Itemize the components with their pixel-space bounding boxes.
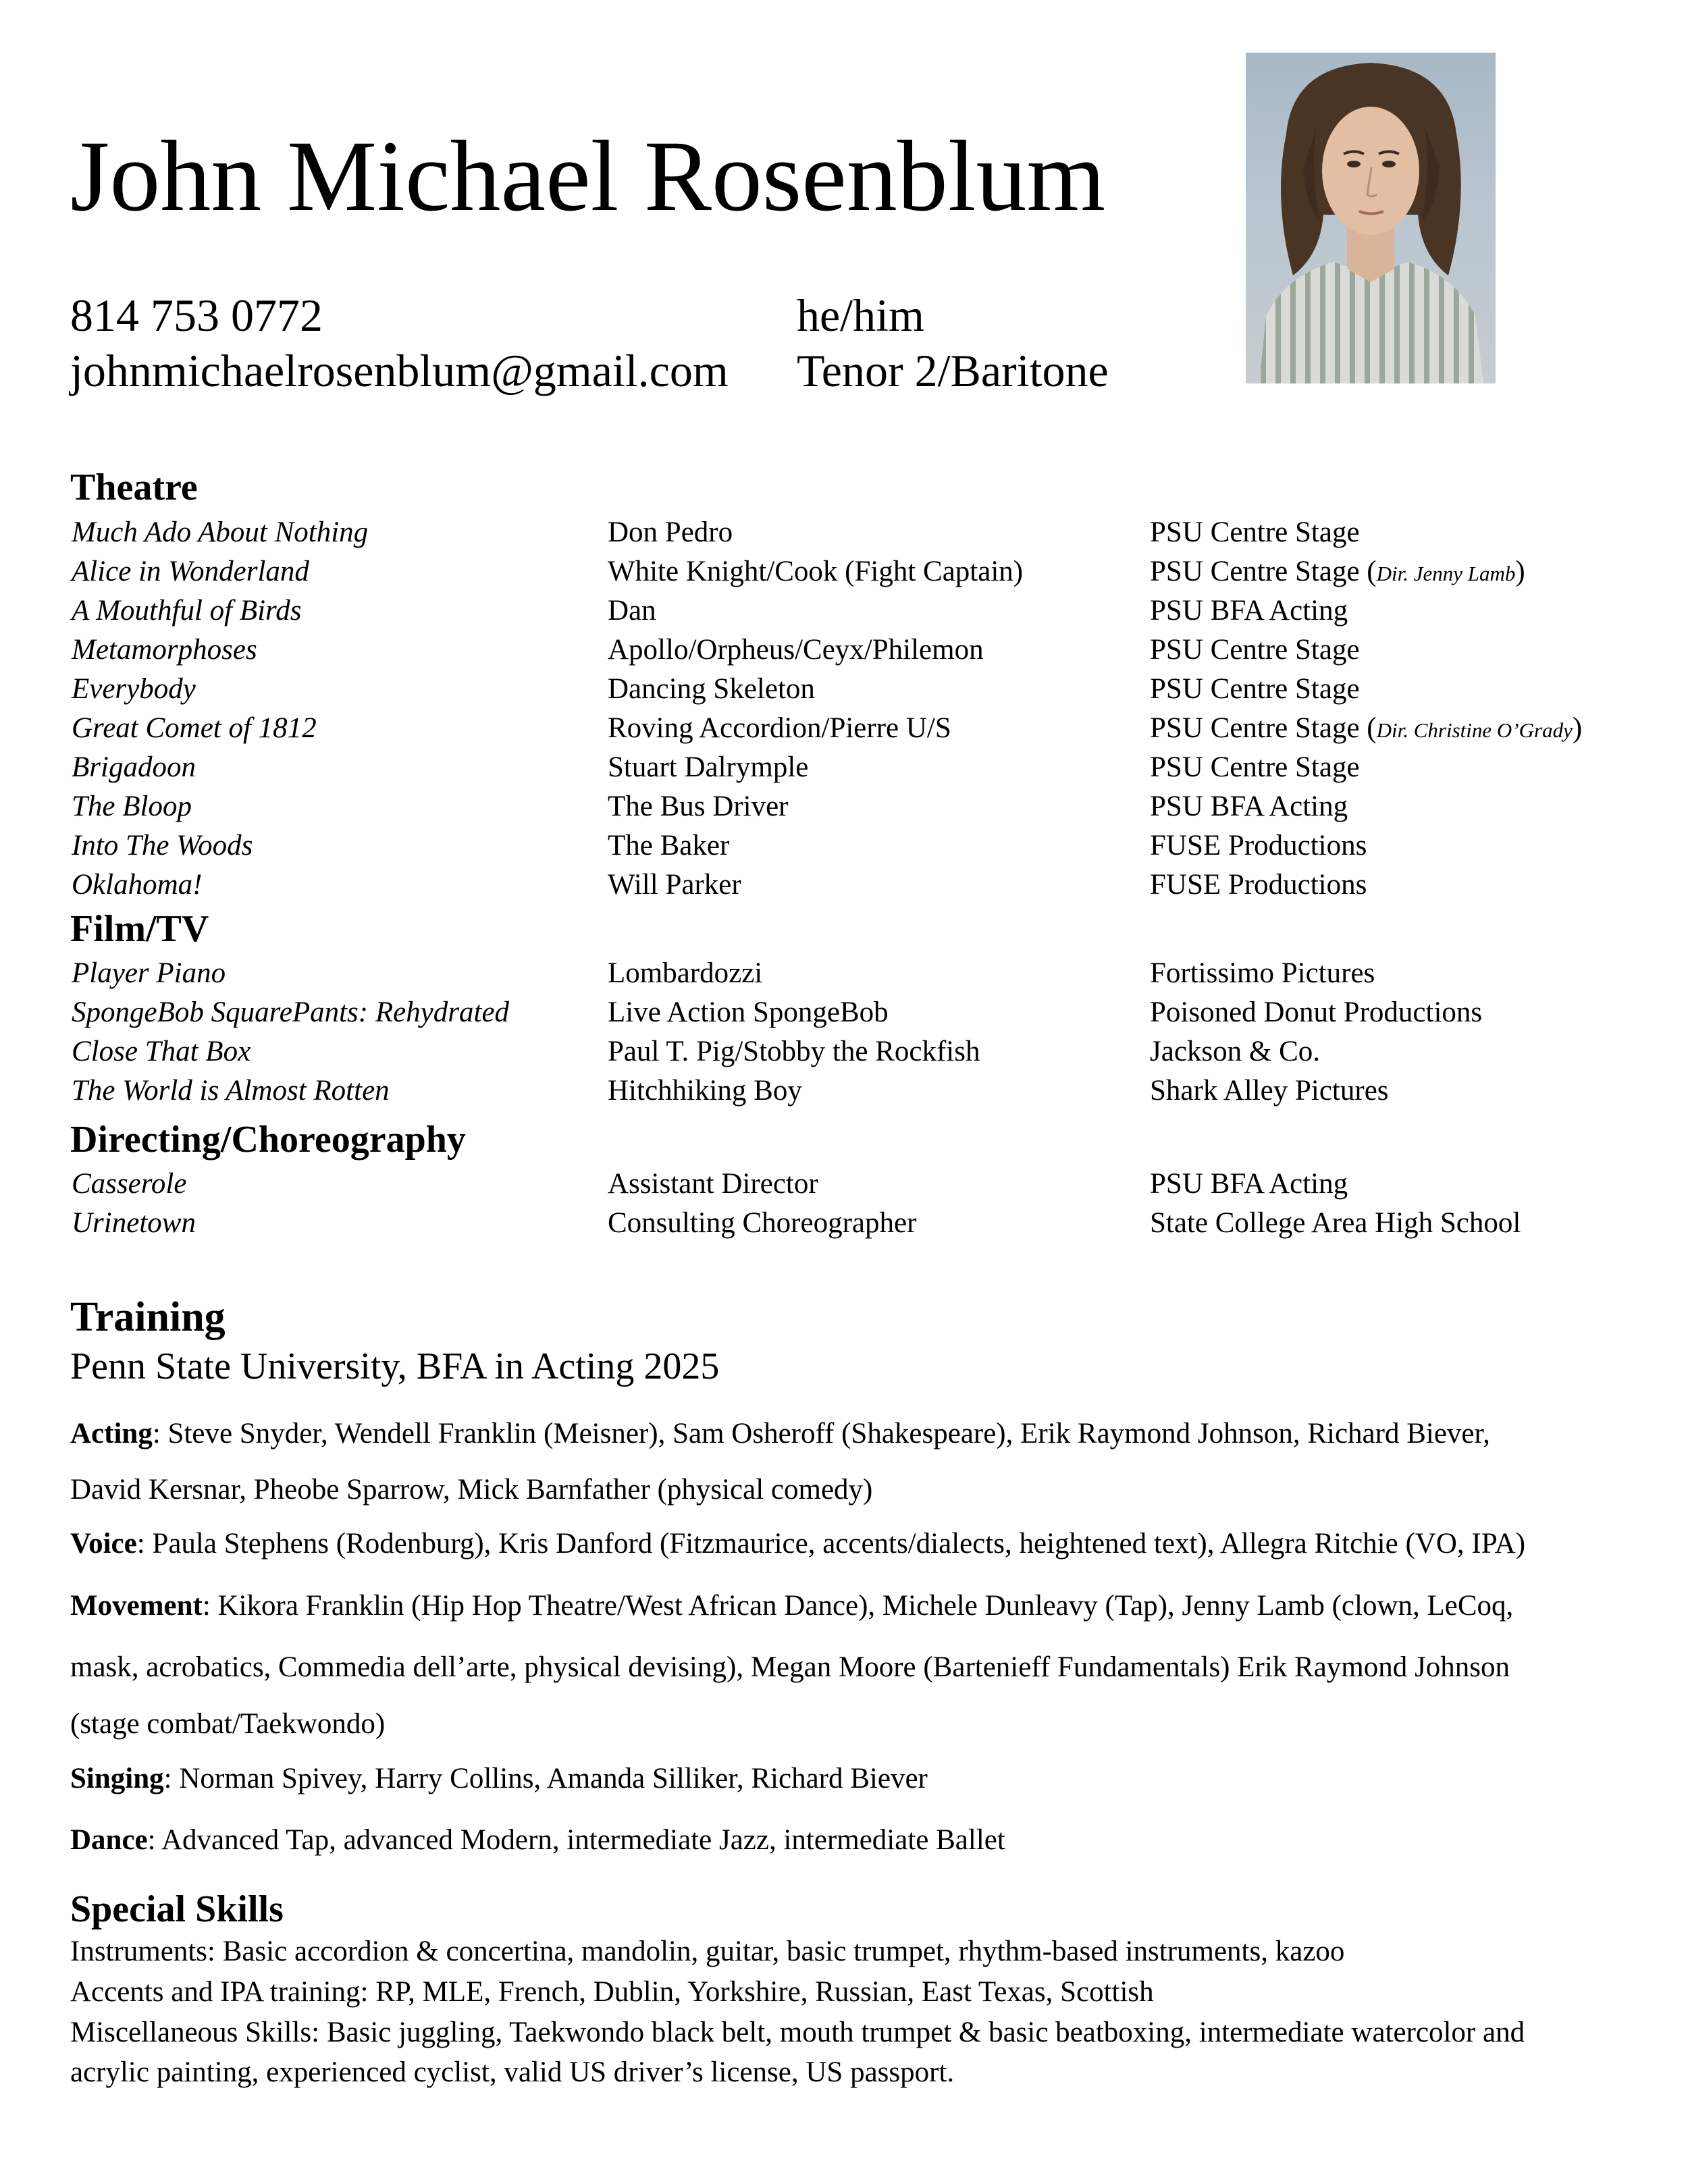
company: State College Area High School — [1150, 1207, 1521, 1239]
movement-training-continued: (stage combat/Taekwondo) — [70, 1708, 386, 1740]
credit-row — [0, 1204, 1688, 1243]
role: Paul T. Pig/Stobby the Rockfish — [608, 1036, 980, 1067]
show-title: The World is Almost Rotten — [72, 1075, 390, 1107]
show-title: Brigadoon — [72, 751, 196, 783]
company: PSU Centre Stage — [1150, 751, 1360, 783]
credit-row — [0, 591, 1688, 631]
misc-skill-continued: acrylic painting, experienced cyclist, valid US driver’s license, US passport. — [70, 2056, 955, 2088]
voice-training: Voice: Paula Stephens (Rodenburg), Kris Danford (Fitzmaurice, accents/dialects, heightened text), Allegra Ritchie (VO, IPA) — [70, 1528, 1526, 1560]
phone-number: 814 753 0772 — [70, 290, 323, 341]
credit-row — [0, 787, 1688, 826]
contact-info — [70, 288, 729, 398]
role: Don Pedro — [608, 516, 733, 548]
credit-row — [0, 552, 1688, 591]
show-title: Alice in Wonderland — [72, 556, 309, 587]
credit-row — [0, 631, 1688, 670]
headshot-illustration — [1246, 53, 1496, 383]
credit-row — [0, 993, 1688, 1032]
actor-name: John Michael Rosenblum — [70, 120, 1106, 232]
directing-section-title: Directing/Choreography — [70, 1119, 466, 1161]
show-title: The Bloop — [72, 791, 192, 822]
company: PSU Centre Stage — [1150, 673, 1360, 705]
credit-row — [0, 513, 1688, 552]
credit-row — [0, 954, 1688, 993]
show-title: Great Comet of 1812 — [72, 712, 317, 744]
credit-row — [0, 670, 1688, 709]
role: Stuart Dalrymple — [608, 751, 809, 783]
degree: Penn State University, BFA in Acting 2025 — [70, 1346, 720, 1387]
dance-training: Dance: Advanced Tap, advanced Modern, intermediate Jazz, intermediate Ballet — [70, 1824, 1005, 1856]
theatre-section-title: Theatre — [70, 467, 198, 508]
acting-training-continued: David Kersnar, Pheobe Sparrow, Mick Barnfather (physical comedy) — [70, 1474, 873, 1506]
show-title: Into The Woods — [72, 830, 253, 861]
training-section-title: Training — [70, 1294, 226, 1340]
role: Roving Accordion/Pierre U/S — [608, 712, 951, 744]
role: Lombardozzi — [608, 957, 763, 989]
show-title: Everybody — [72, 673, 196, 705]
company: PSU Centre Stage — [1150, 516, 1360, 548]
company: FUSE Productions — [1150, 830, 1367, 861]
personal-info — [797, 288, 1109, 398]
headshot-photo — [1246, 53, 1496, 383]
movement-training: Movement: Kikora Franklin (Hip Hop Theatre/West African Dance), Michele Dunleavy (Tap), Jenny Lamb (clown, LeCoq, — [70, 1590, 1514, 1622]
role: The Baker — [608, 830, 730, 861]
show-title: Casserole — [72, 1168, 187, 1200]
company: PSU BFA Acting — [1150, 791, 1348, 822]
company: PSU BFA Acting — [1150, 595, 1348, 627]
credit-row — [0, 1165, 1688, 1204]
company: Poisoned Donut Productions — [1150, 996, 1483, 1028]
credit-row — [0, 748, 1688, 787]
email-address: johnmichaelrosenblum@gmail.com — [70, 345, 729, 396]
show-title: Oklahoma! — [72, 869, 203, 901]
director-credit: Dir. Jenny Lamb — [1376, 562, 1516, 585]
company: Fortissimo Pictures — [1150, 957, 1375, 989]
company: PSU Centre Stage — [1150, 634, 1360, 666]
company: PSU Centre Stage (Dir. Christine O’Grady) — [1150, 712, 1583, 744]
singing-training: Singing: Norman Spivey, Harry Collins, Amanda Silliker, Richard Biever — [70, 1763, 928, 1794]
show-title: Metamorphoses — [72, 634, 257, 666]
company: FUSE Productions — [1150, 869, 1367, 901]
credit-row — [0, 826, 1688, 865]
role: White Knight/Cook (Fight Captain) — [608, 556, 1024, 587]
acting-training: Acting: Steve Snyder, Wendell Franklin (Meisner), Sam Osheroff (Shakespeare), Erik Raymond Johnson, Richard Biever, — [70, 1418, 1490, 1449]
role: Dan — [608, 595, 656, 627]
instruments-skill: Instruments: Basic accordion & concertina, mandolin, guitar, basic trumpet, rhythm-based instruments, kazoo — [70, 1936, 1345, 1967]
show-title: Close That Box — [72, 1036, 251, 1067]
role: The Bus Driver — [608, 791, 789, 822]
company: Jackson & Co. — [1150, 1036, 1321, 1067]
show-title: Much Ado About Nothing — [72, 516, 369, 548]
accents-skill: Accents and IPA training: RP, MLE, French, Dublin, Yorkshire, Russian, East Texas, Scottish — [70, 1976, 1154, 2008]
company: PSU BFA Acting — [1150, 1168, 1348, 1200]
role: Will Parker — [608, 869, 741, 901]
role: Apollo/Orpheus/Ceyx/Philemon — [608, 634, 984, 666]
skills-section-title: Special Skills — [70, 1888, 284, 1930]
show-title: A Mouthful of Birds — [72, 595, 302, 627]
movement-training-continued: mask, acrobatics, Commedia dell’arte, physical devising), Megan Moore (Bartenieff Fundamentals) Erik Raymond Johnson — [70, 1651, 1510, 1683]
role: Assistant Director — [608, 1168, 818, 1200]
company: PSU Centre Stage (Dir. Jenny Lamb) — [1150, 556, 1525, 587]
director-credit: Dir. Christine O’Grady — [1376, 718, 1573, 742]
film-section-title: Film/TV — [70, 908, 209, 950]
misc-skill: Miscellaneous Skills: Basic juggling, Taekwondo black belt, mouth trumpet & basic beatboxing, intermediate watercolor and — [70, 2017, 1525, 2048]
show-title: SpongeBob SquarePants: Rehydrated — [72, 996, 510, 1028]
credit-row — [0, 1032, 1688, 1071]
role: Dancing Skeleton — [608, 673, 815, 705]
company: Shark Alley Pictures — [1150, 1075, 1389, 1107]
show-title: Urinetown — [72, 1207, 196, 1239]
role: Consulting Choreographer — [608, 1207, 917, 1239]
show-title: Player Piano — [72, 957, 226, 989]
credit-row — [0, 709, 1688, 748]
role: Live Action SpongeBob — [608, 996, 889, 1028]
pronouns: he/him — [797, 290, 924, 341]
credit-row — [0, 1071, 1688, 1111]
role: Hitchhiking Boy — [608, 1075, 802, 1107]
credit-row — [0, 865, 1688, 905]
voice-type: Tenor 2/Baritone — [797, 345, 1109, 396]
